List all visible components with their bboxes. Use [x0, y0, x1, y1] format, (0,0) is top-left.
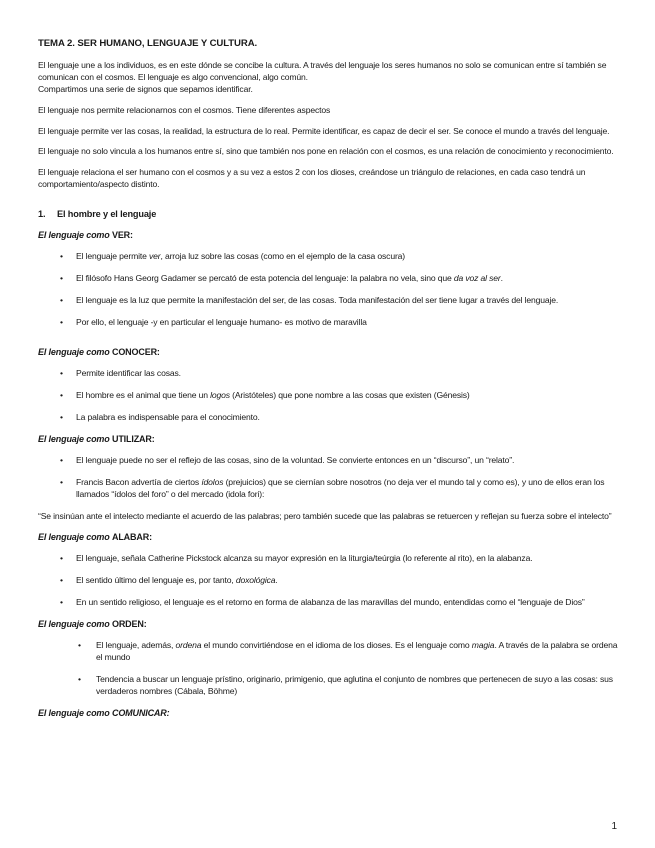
item-text: El sentido último del lenguaje es, por tanto, [76, 574, 236, 585]
subheading-label: CONOCER: [111, 346, 160, 357]
item-emphasis: magia [471, 639, 495, 650]
bullet-icon: • [60, 294, 63, 305]
bullet-icon: • [78, 673, 81, 684]
bullet-list-utilizar [38, 454, 618, 500]
bullet-icon: • [60, 552, 63, 563]
item-emphasis: doxológica [235, 574, 276, 585]
subheading-prefix: El lenguaje como [38, 618, 112, 629]
list-item [38, 476, 618, 500]
section-label: El hombre y el lenguaje [57, 208, 157, 219]
document-page [38, 38, 618, 728]
item-text: Por ello, el lenguaje -y en particular el lenguaje humano- es motivo de maravilla [76, 316, 367, 327]
intro-paragraph: El lenguaje nos permite relacionarnos con el cosmos. Tiene diferentes aspectos [38, 105, 331, 115]
page-number: 1 [611, 821, 617, 832]
bullet-icon: • [60, 389, 63, 400]
subheading-prefix: El lenguaje como [38, 433, 112, 444]
subheading-label: COMUNICAR: [111, 707, 170, 718]
item-text: El lenguaje, señala Catherine Pickstock alcanza su mayor expresión en la liturgia/teúrgia (lo referente al rito), en la alabanza. [76, 552, 533, 563]
intro-paragraph: El lenguaje relaciona el ser humano con el cosmos y a su vez a estos 2 con los dioses, creándose un triángulo de relaciones, en cada caso tendrá un comportamiento/aspecto distinto. [38, 166, 586, 189]
list-item [38, 316, 618, 328]
subheading-alabar [38, 531, 618, 543]
bullet-icon: • [60, 250, 63, 261]
subheading-prefix: El lenguaje como [38, 346, 112, 357]
section-heading [38, 208, 618, 220]
item-text: El lenguaje puede no ser el reflejo de las cosas, sino de la voluntad. Se convierte entonces en un “discurso”, un “relato”. [76, 454, 515, 465]
list-item [38, 272, 618, 284]
item-text: Tendencia a buscar un lenguaje prístino, originario, primigenio, que aglutina el conjunto de nombres que pertenecen de suyo a las cosas: sus verdaderos nombres (Cábala, Böhme) [96, 673, 613, 696]
subheading-label: VER: [111, 229, 133, 240]
item-text: Permite identificar las cosas. [76, 367, 181, 378]
bullet-icon: • [78, 639, 81, 650]
item-text: (Aristóteles) que pone nombre a las cosas que existen (Génesis) [229, 389, 470, 400]
intro-paragraph: El lenguaje no solo vincula a los humanos entre sí, sino que también nos pone en relación con el cosmos, es una relación de conocimiento y reconocimiento. [38, 146, 614, 156]
document-title: TEMA 2. SER HUMANO, LENGUAJE Y CULTURA. [38, 38, 258, 49]
item-text: . A través de la palabra se ordena el mundo [96, 639, 618, 662]
bullet-list-conocer [38, 367, 618, 423]
subheading-ver [38, 229, 618, 241]
quote-paragraph: “Se insinúan ante el intelecto mediante el acuerdo de las palabras; pero también sucede que las palabras se retuercen y reflejan su fuerza sobre el intelecto” [38, 510, 612, 521]
item-emphasis: da voz al ser [453, 272, 501, 283]
bullet-icon: • [60, 596, 63, 607]
list-item [38, 389, 618, 401]
subheading-comunicar [38, 707, 618, 719]
subheading-orden [38, 618, 618, 630]
section-number: 1. [38, 208, 46, 219]
list-item [38, 367, 618, 379]
subheading-conocer [38, 346, 618, 358]
bullet-icon: • [60, 454, 63, 465]
bullet-icon: • [60, 272, 63, 283]
bullet-list-alabar [38, 552, 618, 608]
list-item [38, 639, 618, 663]
item-text: En un sentido religioso, el lenguaje es el retorno en forma de alabanza de las maravillas del mundo, entendidas como el “lenguaje de Dios” [76, 596, 585, 607]
list-item [38, 411, 618, 423]
list-item [38, 673, 618, 697]
item-emphasis: ver [148, 250, 161, 261]
item-emphasis: ídolos [201, 476, 224, 487]
bullet-icon: • [60, 367, 63, 378]
subheading-utilizar [38, 433, 618, 445]
subheading-prefix: El lenguaje como [38, 229, 112, 240]
item-text: El filósofo Hans Georg Gadamer se percató de esta potencia del lenguaje: la palabra no vela, sino que [76, 272, 454, 283]
subheading-prefix: El lenguaje como [38, 531, 112, 542]
item-text: El lenguaje, además, [96, 639, 176, 650]
bullet-icon: • [60, 574, 63, 585]
list-item [38, 454, 618, 466]
item-text: . [275, 574, 278, 585]
intro-text: El lenguaje une a los individuos, es en este dónde se concibe la cultura. A través del lenguaje los seres humanos no solo se comunican entre sí también se comunican con el cosmos. El lenguaje es algo convencional, algo común. [38, 60, 607, 82]
bullet-list-ver [38, 250, 618, 328]
bullet-icon: • [60, 411, 63, 422]
subheading-prefix: El lenguaje como [38, 707, 112, 718]
item-text: , arroja luz sobre las cosas (como en el ejemplo de la casa oscura) [160, 250, 406, 261]
item-text: La palabra es indispensable para el conocimiento. [76, 411, 260, 422]
intro-paragraph [38, 59, 618, 95]
subheading-label: ALABAR: [111, 531, 152, 542]
list-item [38, 250, 618, 262]
intro-text: Compartimos una serie de signos que sepamos identificar. [38, 84, 253, 94]
list-item [38, 574, 618, 586]
item-text: El hombre es el animal que tiene un [76, 389, 211, 400]
subheading-label: UTILIZAR: [111, 433, 155, 444]
item-text: Francis Bacon advertía de ciertos [76, 476, 202, 487]
list-item [38, 552, 618, 564]
item-text: el mundo convirtiéndose en el idioma de los dioses. Es el lenguaje como [201, 639, 472, 650]
item-emphasis: logos [210, 389, 230, 400]
bullet-icon: • [60, 476, 63, 487]
bullet-icon: • [60, 316, 63, 327]
list-item [38, 294, 618, 306]
list-item [38, 596, 618, 608]
item-emphasis: ordena [175, 639, 202, 650]
bullet-list-orden [38, 639, 618, 697]
item-text: El lenguaje es la luz que permite la manifestación del ser, de las cosas. Toda manifestación del ser tiene lugar a través del lenguaje. [76, 294, 559, 305]
intro-paragraph: El lenguaje permite ver las cosas, la realidad, la estructura de lo real. Permite identificar, es capaz de decir el ser. Se conoce el mundo a través del lenguaje. [38, 125, 610, 136]
subheading-label: ORDEN: [111, 618, 147, 629]
item-text: . [500, 272, 503, 283]
item-text: (prejuicios) que se ciernían sobre nosotros (no deja ver el mundo tal y como es), y uno de ellos eran los llamados “ídolos del foro” o del mercado (idola fori): [76, 476, 605, 499]
item-text: El lenguaje permite [76, 250, 149, 261]
